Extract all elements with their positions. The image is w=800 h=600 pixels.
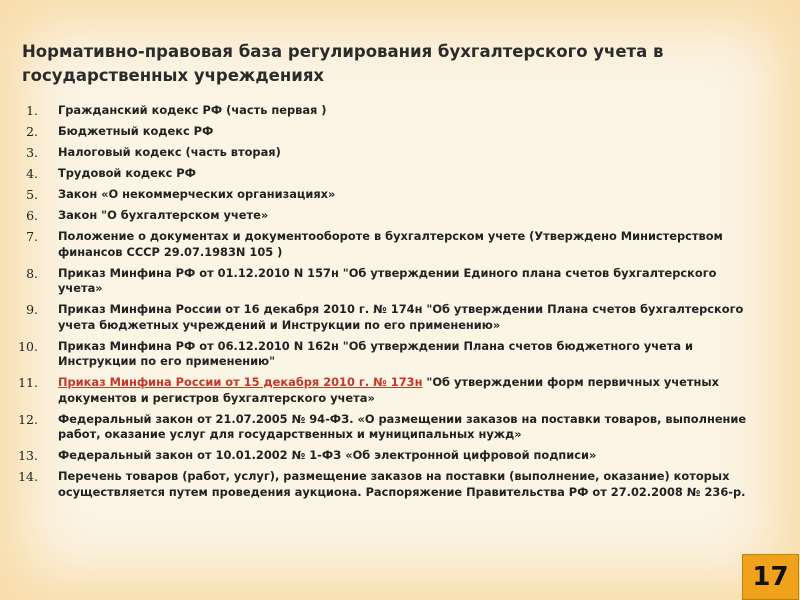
order-173n-link[interactable]: Приказ Минфина России от 15 декабря 2010 г. № 173н bbox=[58, 375, 423, 389]
list-item bbox=[0, 375, 760, 406]
list-item bbox=[0, 124, 760, 140]
item-text: Закон "О бухгалтерском учете» bbox=[58, 208, 269, 222]
item-number: 9. bbox=[26, 302, 38, 317]
item-number: 10. bbox=[18, 338, 38, 354]
list-item bbox=[0, 266, 760, 297]
item-number: 4. bbox=[26, 166, 38, 181]
item-text: Федеральный закон от 10.01.2002 № 1-ФЗ «Об электронной цифровой подписи» bbox=[58, 448, 597, 462]
slide-title: Нормативно-правовая база регулирования бухгалтерского учета в государственных учреждениях bbox=[22, 42, 664, 85]
legal-acts-list bbox=[0, 103, 760, 506]
item-text: "Об утверждении форм первичных учетных документов и регистров бухгалтерского учета» bbox=[58, 375, 719, 405]
item-number: 12. bbox=[18, 411, 38, 427]
item-text: Гражданский кодекс РФ (часть первая ) bbox=[58, 103, 327, 117]
item-number: 3. bbox=[26, 145, 38, 160]
item-number: 11. bbox=[18, 375, 38, 390]
list-item bbox=[0, 229, 760, 260]
item-text: Положение о документах и документообороте в бухгалтерском учете (Утверждено Министерством финансов СССР 29.07.1983N 105 ) bbox=[58, 229, 723, 259]
list-item bbox=[0, 145, 760, 161]
item-number: 2. bbox=[26, 124, 38, 139]
item-text: Приказ Минфина РФ от 06.12.2010 N 162н "Об утверждении Плана счетов бюджетного учета и Инструкции по его применению" bbox=[58, 338, 694, 368]
item-text: Приказ Минфина РФ от 01.12.2010 N 157н "Об утверждении Единого плана счетов бухгалтерского учета» bbox=[58, 265, 717, 295]
item-text: Приказ Минфина России от 16 декабря 2010 г. № 174н "Об утверждении Плана счетов бухгалтерского учета бюджетных учреждений и Инструкции по его применению» bbox=[58, 302, 744, 332]
list-item bbox=[0, 103, 760, 119]
list-item bbox=[0, 166, 760, 182]
item-number: 1. bbox=[26, 103, 38, 118]
list-item bbox=[0, 208, 760, 224]
item-number: 13. bbox=[18, 448, 38, 463]
item-text: Трудовой кодекс РФ bbox=[58, 166, 196, 180]
item-text: Закон «О некоммерческих организациях» bbox=[58, 187, 336, 201]
list-item bbox=[0, 302, 760, 333]
item-text: Федеральный закон от 21.07.2005 № 94-ФЗ. «О размещении заказов на поставки товаров, выполнение работ, оказание услуг для государственных и муниципальных нужд» bbox=[58, 411, 747, 441]
item-number: 6. bbox=[26, 208, 38, 223]
item-number: 7. bbox=[26, 229, 38, 244]
list-item bbox=[0, 448, 760, 464]
item-text: Налоговый кодекс (часть вторая) bbox=[58, 145, 281, 159]
item-text: Перечень товаров (работ, услуг), размещение заказов на поставки (выполнение, оказание) которых осуществляется путем проведения аукциона. Распоряжение Правительства РФ от 27.02.2008 № 236-р. bbox=[58, 469, 746, 499]
item-number: 8. bbox=[26, 265, 38, 281]
list-item bbox=[0, 412, 760, 443]
list-item bbox=[0, 339, 760, 370]
item-number: 14. bbox=[18, 469, 38, 484]
item-number: 5. bbox=[26, 187, 38, 202]
item-text: Бюджетный кодекс РФ bbox=[58, 124, 214, 138]
list-item bbox=[0, 187, 760, 203]
page-number-badge: 17 bbox=[742, 554, 799, 600]
list-item bbox=[0, 469, 760, 500]
